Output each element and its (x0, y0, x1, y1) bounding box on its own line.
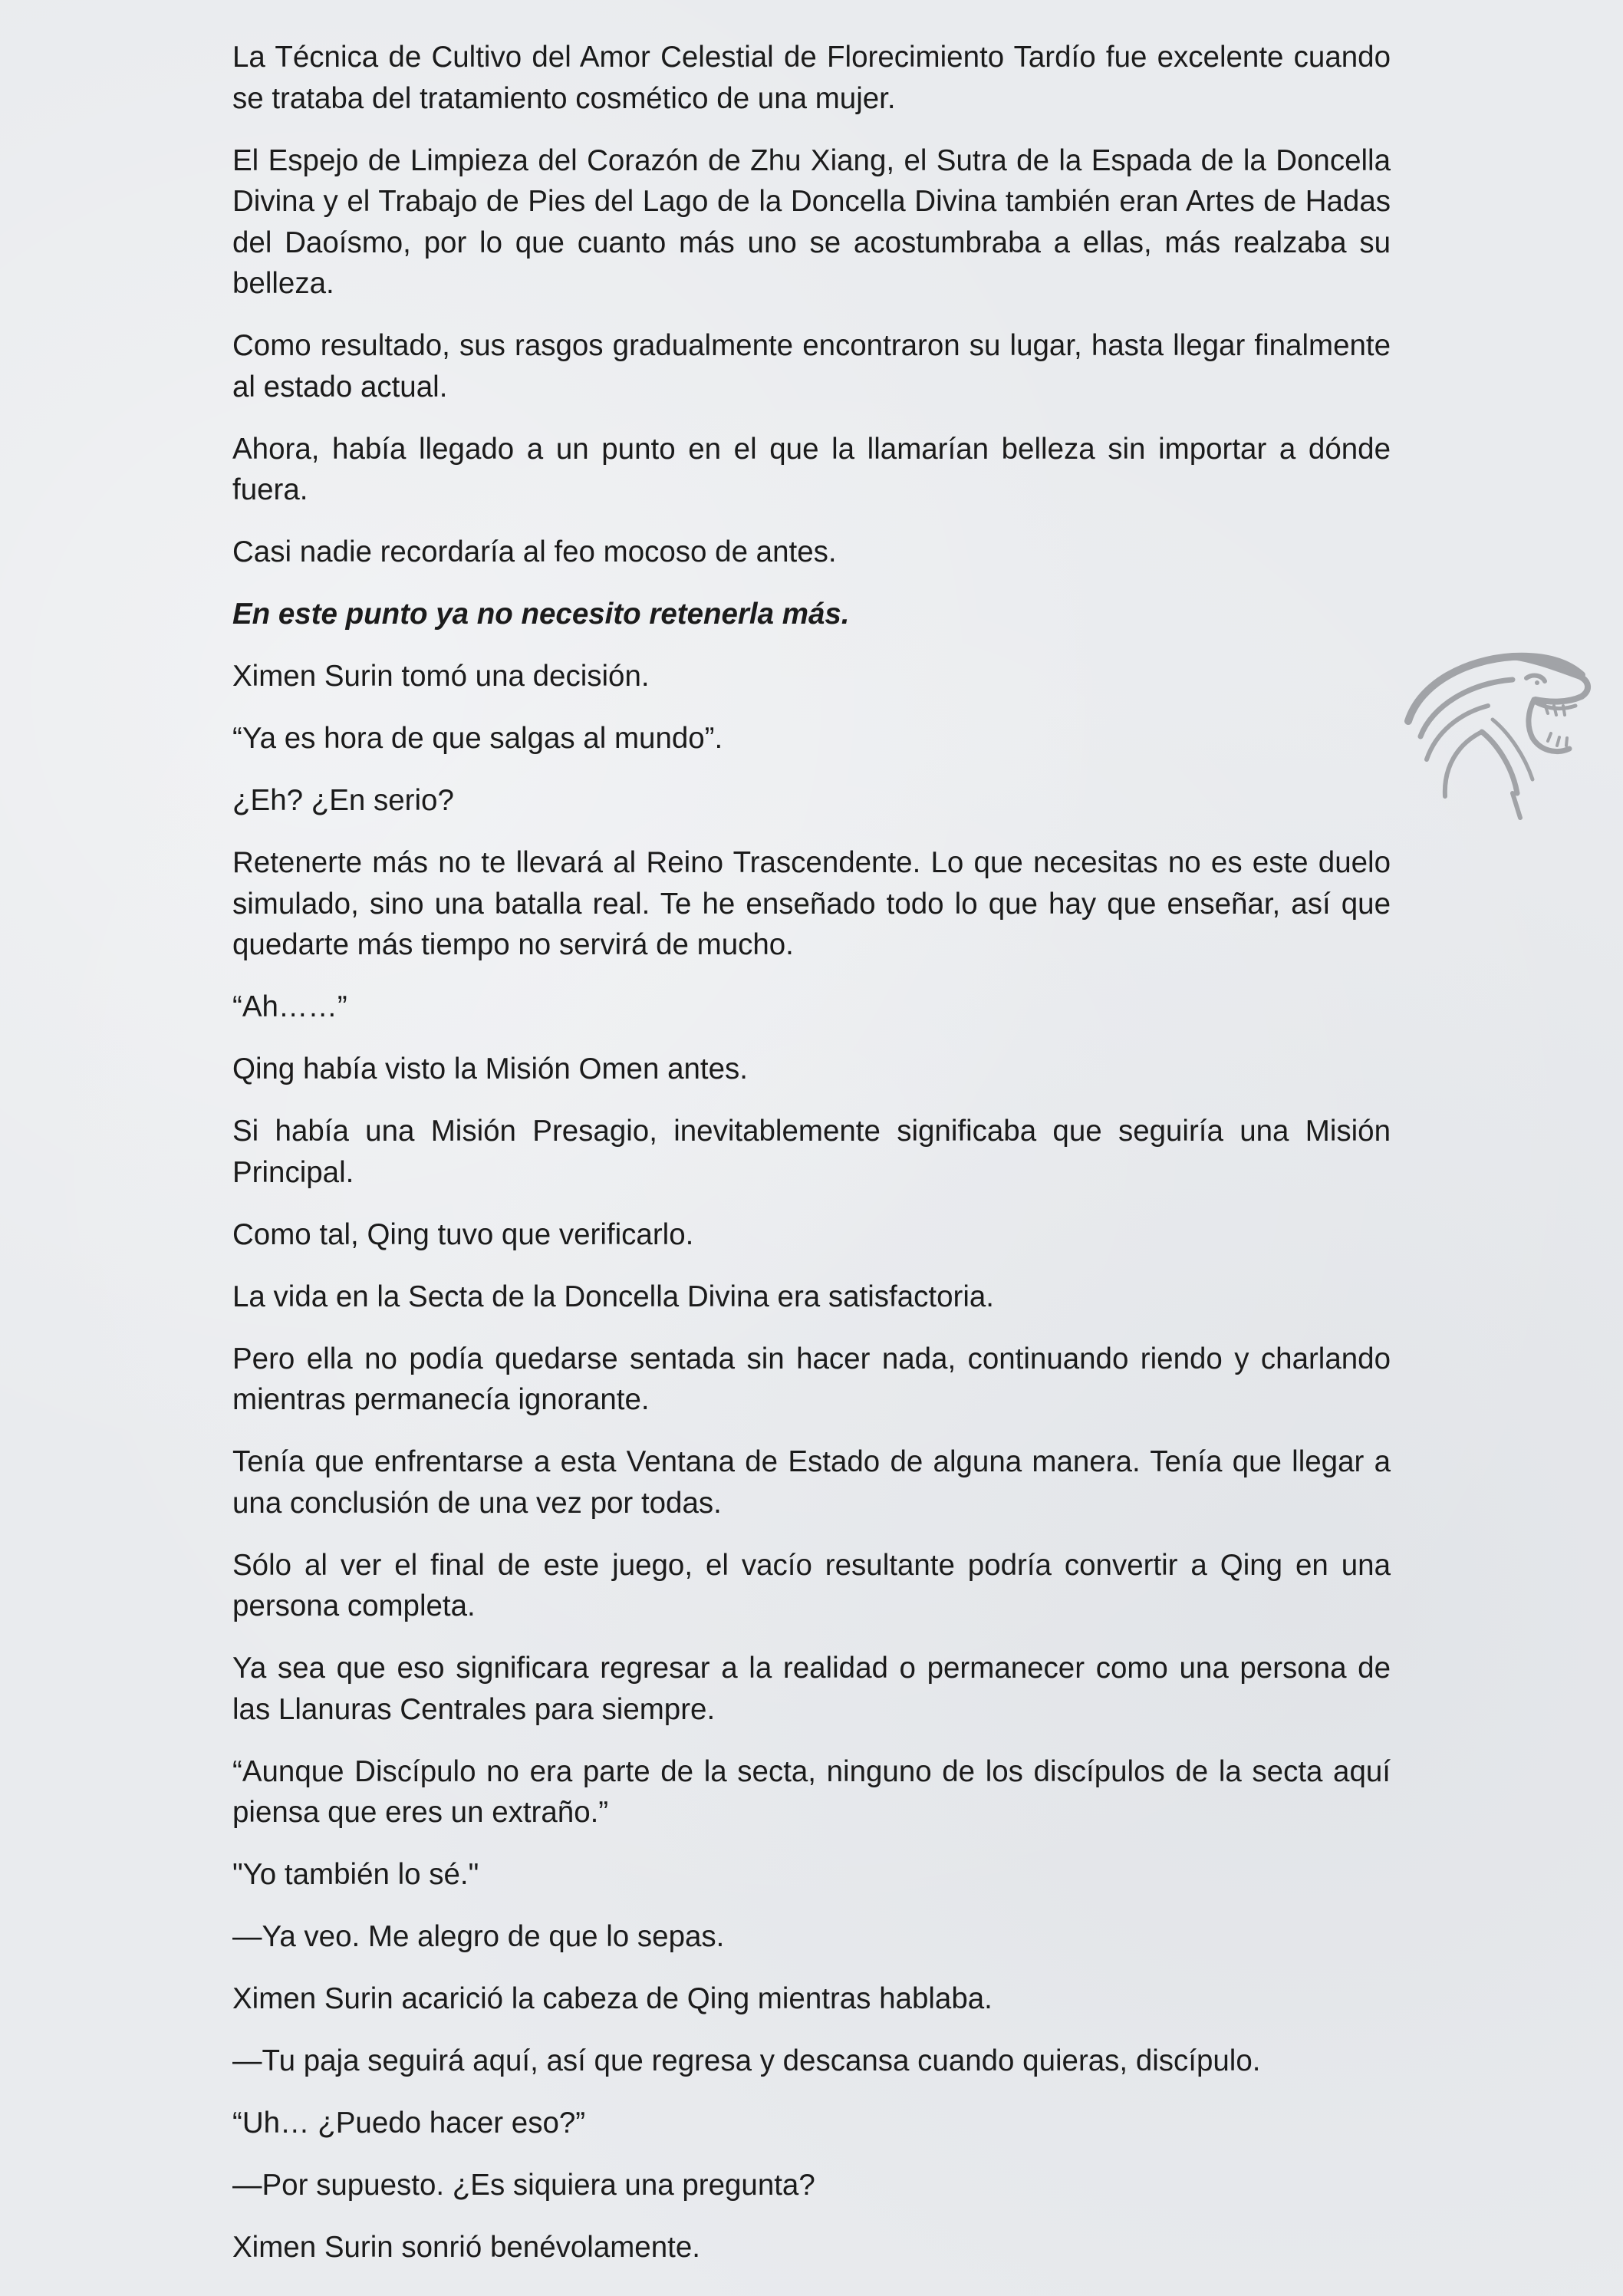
paragraph: Sólo al ver el final de este juego, el vacío resultante podría convertir a Qing en una persona completa. (232, 1548, 1391, 1622)
paragraph-emphasis: En este punto ya no necesito retenerla más. (232, 598, 850, 631)
paragraph: —Por supuesto. ¿Es siquiera una pregunta? (232, 2169, 815, 2202)
paragraph: —Tu paja seguirá aquí, así que regresa y descansa cuando quieras, discípulo. (232, 2044, 1261, 2077)
paragraph: Ya sea que eso significara regresar a la realidad o permanecer como una persona de las Llanuras Centrales para siempre. (232, 1652, 1391, 1726)
paragraph: Ximen Surin tomó una decisión. (232, 660, 650, 693)
paragraph: Ximen Surin sonrió benévolamente. (232, 2231, 700, 2264)
dinosaur-head-icon (1397, 629, 1598, 828)
paragraph: Como resultado, sus rasgos gradualmente encontraron su lugar, hasta llegar finalmente al estado actual. (232, 329, 1391, 404)
paragraph: ¿Eh? ¿En serio? (232, 784, 454, 817)
paragraph: Retenerte más no te llevará al Reino Trascendente. Lo que necesitas no es este duelo simulado, sino una batalla real. Te he enseñado todo lo que hay que enseñar, así que quedarte más tiempo no servirá de mucho. (232, 846, 1391, 961)
paragraph: —Ya veo. Me alegro de que lo sepas. (232, 1920, 725, 1953)
paragraph: La vida en la Secta de la Doncella Divina era satisfactoria. (232, 1280, 994, 1313)
paragraph: Como tal, Qing tuvo que verificarlo. (232, 1217, 694, 1251)
text-column (232, 37, 1391, 2289)
paragraph: Tenía que enfrentarse a esta Ventana de Estado de alguna manera. Tenía que llegar a una conclusión de una vez por todas. (232, 1445, 1391, 1520)
paragraph: Si había una Misión Presagio, inevitablemente significaba que seguiría una Misión Principal. (232, 1115, 1391, 1189)
paragraph: “Ya es hora de que salgas al mundo”. (232, 722, 723, 755)
paragraph: Pero ella no podía quedarse sentada sin hacer nada, continuando riendo y charlando mientras permanecía ignorante. (232, 1342, 1391, 1416)
paragraph: Qing había visto la Misión Omen antes. (232, 1052, 748, 1085)
paragraph: “Aunque Discípulo no era parte de la secta, ninguno de los discípulos de la secta aquí piensa que eres un extraño.” (232, 1754, 1391, 1829)
paragraph: “Uh… ¿Puedo hacer eso?” (232, 2107, 586, 2140)
paragraph: Casi nadie recordaría al feo mocoso de antes. (232, 535, 837, 568)
paragraph: Ahora, había llegado a un punto en el que la llamarían belleza sin importar a dónde fuera. (232, 432, 1391, 506)
paragraph: "Yo también lo sé." (232, 1858, 479, 1891)
paragraph: “Ah……” (232, 990, 347, 1023)
paragraph: Ximen Surin acarició la cabeza de Qing mientras hablaba. (232, 1982, 993, 2015)
paragraph: La Técnica de Cultivo del Amor Celestial de Florecimiento Tardío fue excelente cuando se trataba del tratamiento cosmético de una mujer. (232, 41, 1391, 115)
paragraph: El Espejo de Limpieza del Corazón de Zhu Xiang, el Sutra de la Espada de la Doncella Divina y el Trabajo de Pies del Lago de la Doncella Divina también eran Artes de Hadas del Daoísmo, por lo que cuanto más uno se acostumbraba a ellas, más realzaba su belleza. (232, 143, 1391, 300)
